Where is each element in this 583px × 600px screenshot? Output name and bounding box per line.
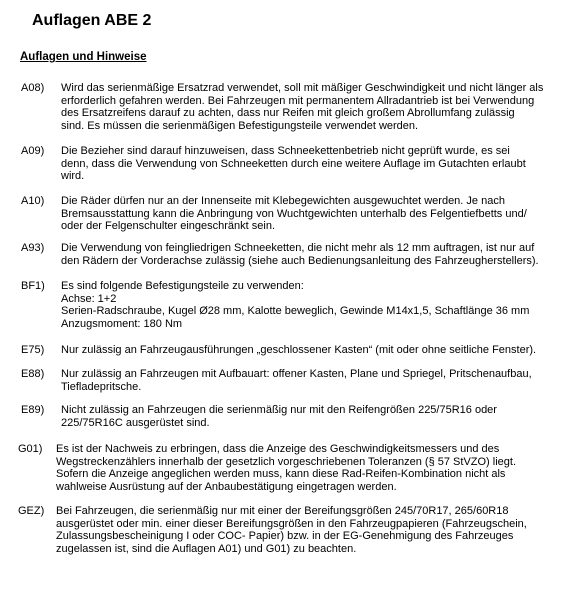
clause-code: BF1) [21, 280, 45, 292]
clause-line: oder der Felgenschulter eingeschränkt sein. [61, 220, 276, 232]
clause-line: erforderlich gefahren werden. Bei Fahrzeugen mit permanentem Allradantrieb ist bei Verwendung [61, 94, 535, 107]
clause-line: Wird das serienmäßige Ersatzrad verwendet, soll mit mäßiger Geschwindigkeit und nicht länger als [61, 82, 544, 94]
clause-line: Serien-Radschraube, Kugel Ø28 mm, Kalotte beweglich, Gewinde M14x1,5, Schaftlänge 36 mm [61, 305, 530, 317]
clause-line: ausgerüstet oder min. einer dieser Bereifungsgrößen in den Fahrzeugpapieren (Fahrzeugschein, [56, 517, 527, 530]
clause-line: Sofern die Anzeige angeglichen werden muss, kann diese Rad-Reifen-Kombination nicht als [56, 468, 506, 480]
clause-line: Bei Fahrzeugen, die serienmäßig nur mit einer der Bereifungsgrößen 245/70R17, 265/60R18 [56, 505, 509, 517]
clause-line: Tiefladepritsche. [61, 380, 142, 393]
clause-text [61, 145, 526, 183]
clause-line: Nur zulässig an Fahrzeugen mit Aufbauart: offener Kasten, Plane und Spriegel, Pritschenaufbau, [61, 368, 532, 380]
clause-text [61, 404, 497, 429]
clause-line: 225/75R16C ausgerüstet sind. [61, 416, 210, 429]
clause-code: A93) [21, 242, 45, 254]
clause-code: E88) [21, 368, 45, 380]
clause-code: A09) [21, 145, 45, 157]
clause-line: Achse: 1+2 [61, 292, 117, 305]
clause-code: A10) [21, 195, 45, 207]
clause-line: Zulassungsbescheinigung I oder COC- Papier) bzw. in der EG-Genehmigung des Fahrzeuges [56, 530, 514, 542]
clause-text [61, 344, 536, 357]
clause-text [56, 505, 527, 555]
clause-code: A08) [21, 82, 45, 94]
clause-code: GEZ) [18, 505, 45, 517]
clause-line: den Rädern der Vorderachse zulässig (siehe auch Bedienungsanleitung des Fahrzeugherstellers). [61, 254, 539, 267]
clause-text [61, 242, 539, 267]
clause-text [61, 195, 527, 233]
clause-line: Es sind folgende Befestigungsteile zu verwenden: [61, 280, 304, 292]
clause-line: wird. [61, 170, 85, 182]
section-title: Auflagen und Hinweise [20, 51, 147, 63]
clause-line: Anzugsmoment: 180 Nm [61, 317, 183, 330]
clause-line: Die Verwendung von feingliedrigen Schneeketten, die nicht mehr als 12 mm auftragen, ist nur auf [61, 242, 535, 254]
clause-line: Wegstreckenzählers innerhalb der gesetzlich vorgeschriebenen Toleranzen (§ 57 StVZO) liegt. [56, 455, 517, 468]
clause-line: denn, dass die Verwendung von Schneeketten durch eine weitere Auflage im Gutachten erlaubt [61, 157, 526, 170]
clause-text [56, 443, 516, 493]
document-title: Auflagen ABE 2 [32, 12, 152, 29]
clause-line: Nicht zulässig an Fahrzeugen die serienmäßig nur mit den Reifengrößen 225/75R16 oder [61, 404, 497, 416]
clause-code: E89) [21, 404, 45, 416]
clause-code: G01) [18, 443, 43, 455]
clause-text [61, 82, 543, 132]
clause-line: Die Bezieher sind darauf hinzuweisen, dass Schneekettenbetrieb nicht geprüft wurde, es sei [61, 145, 510, 157]
clause-line: zugelassen ist, sind die Auflagen A01) und G01) zu beachten. [56, 542, 357, 555]
clause-line: Es ist der Nachweis zu erbringen, dass die Anzeige des Geschwindigkeitsmessers und des [56, 443, 500, 455]
clause-text [61, 368, 532, 393]
clause-line: Bremsausstattung kann die Anbringung von Wuchtgewichten unterhalb des Felgentiefbetts und/ [61, 207, 527, 220]
clause-line: Nur zulässig an Fahrzeugausführungen „geschlossener Kasten“ (mit oder ohne seitliche Fenster). [61, 344, 537, 356]
clause-line: Die Räder dürfen nur an der Innenseite mit Klebegewichten ausgewuchtet werden. Je nach [61, 195, 505, 207]
clause-code: E75) [21, 344, 45, 356]
clause-line: des Ersatzreifens darauf zu achten, dass nur Reifen mit gleich großem Abrollumfang zulässig [61, 107, 515, 119]
clause-text [61, 280, 529, 330]
clause-line: wahlweise Ausrüstung auf der Anbaubestätigung eingetragen werden. [56, 480, 397, 493]
clause-line: sind. Es müssen die serienmäßigen Befestigungsteile verwendet werden. [61, 119, 419, 132]
